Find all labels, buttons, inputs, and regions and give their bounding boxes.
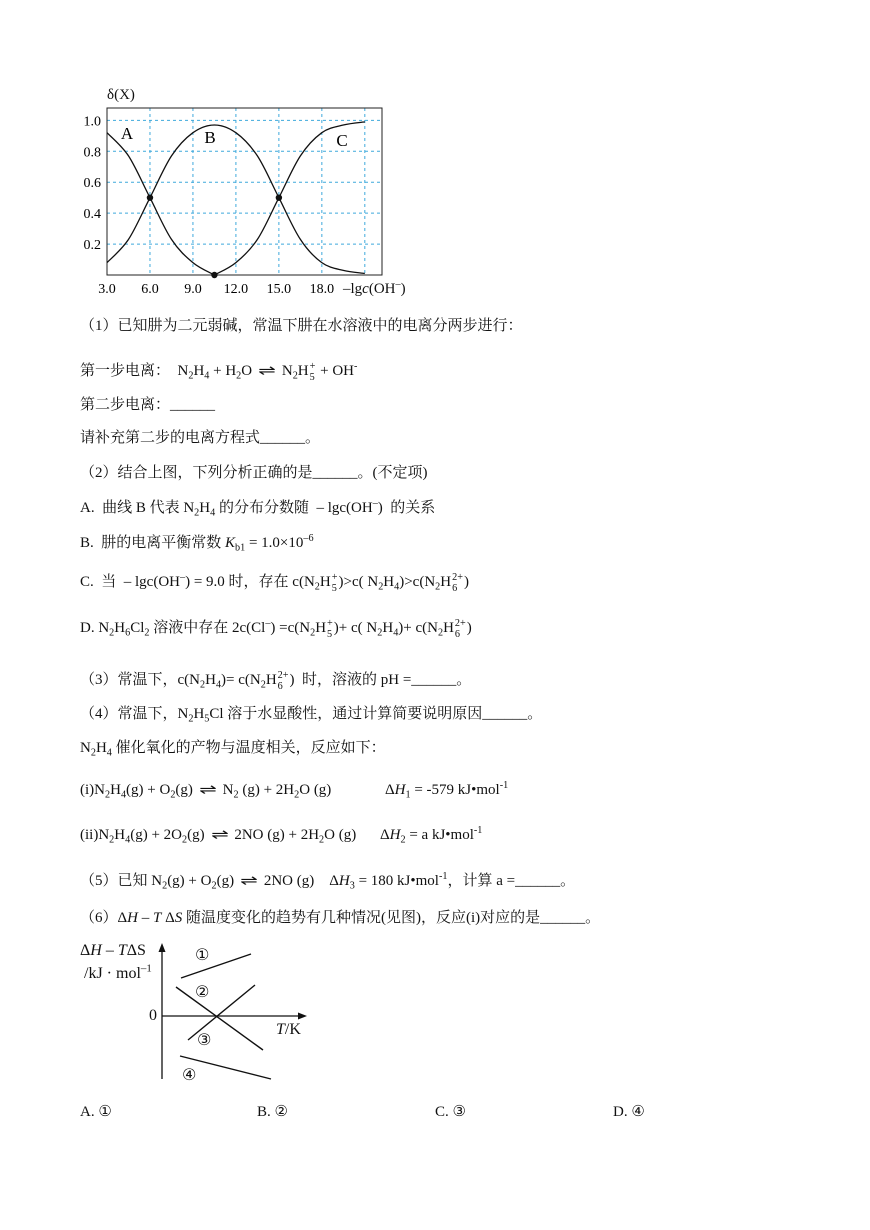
text-run: ，计算 a =______。 — [447, 873, 576, 889]
text-run: 2NO (g) Δ — [263, 873, 339, 889]
subscript: 6 — [452, 583, 458, 595]
trend-label-4: ④ — [182, 1065, 197, 1084]
subscript: 2 — [437, 627, 444, 639]
superscript: –6 — [303, 532, 314, 544]
diagram-y-axis-title — [80, 942, 146, 960]
text-run: – — [138, 910, 153, 926]
text-run: )= c(N — [221, 672, 261, 688]
q4-stem — [80, 705, 542, 723]
text-run: = 180 kJ•mol — [354, 873, 439, 889]
text-run: H — [110, 782, 121, 798]
x-tick-label: 6.0 — [141, 282, 159, 297]
trend-line-1 — [181, 954, 251, 978]
superscript: -1 — [473, 824, 483, 836]
text-run: + H — [209, 363, 237, 379]
subscript: 5 — [309, 372, 315, 384]
chart-x-axis-title — [343, 280, 406, 298]
text-run: (g) + O — [167, 873, 212, 889]
text-run: ) — [466, 620, 472, 636]
subscript: 4 — [394, 581, 400, 593]
choice-a: A. ① — [80, 1104, 112, 1120]
q2-stem — [80, 464, 428, 482]
text-run: )>c( N — [338, 574, 379, 590]
subscript: 2 — [200, 679, 206, 691]
italic-symbol: H — [338, 873, 350, 889]
text-run: 请补充第二步的电离方程式______。 — [80, 430, 321, 446]
choice-d: D. ④ — [613, 1104, 645, 1120]
text-run: N — [222, 782, 234, 798]
text-run: )>c(N — [399, 574, 436, 590]
subscript: 2 — [109, 627, 115, 639]
text-run: C. 当 – lgc(OH — [80, 574, 180, 590]
x-tick-label: 18.0 — [309, 282, 335, 297]
subscript: 6 — [125, 627, 131, 639]
q6-stem — [80, 909, 600, 927]
subscript: 2 — [105, 789, 111, 801]
text-run: (g) — [175, 782, 193, 798]
text-run: )+ c( N — [333, 620, 378, 636]
text-run: O — [241, 363, 253, 379]
text-run: (OH — [368, 281, 396, 297]
text-run: (g) + 2H — [238, 782, 295, 798]
text-run: (ii)N — [80, 827, 110, 843]
text-run: N — [281, 363, 293, 379]
text-run: （2）结合上图，下列分析正确的是______。(不定项) — [80, 465, 428, 481]
trend-label-3: ③ — [197, 1030, 212, 1049]
equilibrium-arrow: ⇌ — [258, 363, 276, 379]
charge-subscript-stack — [310, 362, 316, 383]
text-run: = 1.0×10 — [245, 535, 304, 551]
subscript: 6 — [277, 681, 283, 693]
subscript: 2 — [188, 370, 194, 382]
subscript: 4 — [106, 747, 112, 759]
superscript: - — [354, 360, 358, 372]
equilibrium-arrow: ⇌ — [210, 827, 229, 843]
italic-symbol: T — [153, 910, 162, 926]
trend-line-2 — [176, 987, 263, 1050]
y-tick-label: 1.0 — [83, 114, 101, 130]
charge-subscript-stack — [452, 573, 463, 594]
subscript: 4 — [204, 370, 210, 382]
text-run: = a kJ•mol — [405, 827, 474, 843]
text-run: Δ — [80, 942, 91, 959]
text-run: （3）常温下，c(N — [80, 672, 200, 688]
text-run: = -579 kJ•mol — [410, 782, 500, 798]
q1-intro — [80, 317, 523, 335]
subscript: 2 — [292, 370, 298, 382]
subscript: b1 — [235, 542, 246, 554]
intersection-point — [276, 194, 282, 200]
text-run: O (g) — [299, 782, 332, 798]
text-run: 第一步电离： N — [80, 363, 189, 379]
text-run: Δ — [385, 782, 395, 798]
text-run: H — [440, 574, 452, 590]
subscript: 2 — [378, 581, 384, 593]
x-tick-label: 3.0 — [98, 282, 116, 297]
text-run: ) 时，溶液的 pH =______。 — [289, 672, 472, 688]
subscript: 4 — [215, 679, 222, 691]
text-run: H — [193, 706, 205, 722]
subscript: 2 — [260, 679, 266, 691]
text-run: Δ — [161, 910, 175, 926]
text-run: H — [265, 672, 277, 688]
text-run: ) — [463, 574, 469, 590]
text-run: –lg — [343, 281, 363, 297]
subscript: 2 — [294, 789, 300, 801]
superscript: 2+ — [277, 670, 289, 682]
text-run: H — [199, 500, 211, 516]
subscript: 2 — [144, 627, 150, 639]
subscript: 5 — [327, 629, 333, 641]
superscript: + — [309, 361, 316, 373]
subscript: 4 — [210, 507, 216, 519]
text-run: 催化氧化的产物与温度相关，反应如下： — [111, 740, 386, 756]
text-run: Cl 溶于水显酸性，通过计算简要说明原因______。 — [209, 706, 543, 722]
charge-subscript-stack — [278, 671, 289, 692]
text-run: – — [101, 942, 118, 959]
diagram-origin-label: 0 — [149, 1007, 157, 1024]
subscript: 4 — [393, 627, 399, 639]
q1-ask — [80, 429, 320, 447]
text-run: H — [95, 740, 107, 756]
italic-symbol: S — [174, 910, 183, 926]
text-run: B. 肼的电离平衡常数 — [80, 535, 226, 551]
x-tick-label: 9.0 — [184, 282, 202, 297]
trend-label-1: ① — [195, 945, 210, 964]
reaction-intro — [80, 739, 386, 757]
superscript: + — [327, 618, 333, 630]
superscript: 2+ — [454, 618, 466, 630]
text-run: H — [205, 672, 216, 688]
text-run: 第二步电离：______ — [80, 397, 216, 413]
text-run: (g) — [187, 827, 205, 843]
intersection-point — [147, 194, 153, 200]
text-run: N — [80, 740, 91, 756]
subscript: 2 — [194, 507, 200, 519]
q2-option-d — [80, 619, 472, 641]
subscript: 2 — [400, 834, 406, 846]
text-run: H — [382, 620, 394, 636]
q5-stem — [80, 872, 575, 890]
q2-option-b — [80, 534, 314, 552]
text-run: 的分布分数随 – lgc(OH — [215, 500, 373, 516]
text-run: （4）常温下，N — [80, 706, 189, 722]
text-run: ) 的关系 — [377, 500, 436, 516]
text-run: ) = 9.0 时，存在 c(N — [185, 574, 315, 590]
text-run: 随温度变化的趋势有几种情况(见图)，反应(i)对应的是______。 — [182, 910, 601, 926]
text-run: /K — [284, 1021, 301, 1038]
text-run: + OH — [316, 363, 354, 379]
text-run: D. N — [80, 620, 110, 636]
text-run: （1）已知肼为二元弱碱，常温下肼在水溶液中的电离分两步进行： — [80, 318, 523, 334]
text-run: H — [114, 827, 126, 843]
superscript: – — [372, 497, 378, 509]
subscript: 2 — [377, 627, 383, 639]
q2-option-c — [80, 573, 469, 595]
y-tick-label: 0.2 — [83, 238, 101, 254]
reaction-ii-enthalpy — [380, 826, 482, 844]
y-tick-label: 0.8 — [83, 145, 101, 161]
text-run: （5）已知 N — [80, 873, 163, 889]
text-run: Δ — [380, 827, 390, 843]
text-run: H — [193, 363, 205, 379]
text-run: H — [114, 620, 126, 636]
italic-symbol: c — [362, 281, 369, 297]
curve-label-c: C — [336, 131, 348, 150]
subscript: 1 — [405, 789, 411, 801]
y-tick-label: 0.4 — [83, 207, 101, 223]
text-run: )+ c(N — [398, 620, 438, 636]
subscript: 6 — [454, 629, 461, 641]
text-run: (g) — [216, 873, 235, 889]
curve-label-a: A — [120, 124, 134, 143]
superscript: –1 — [140, 962, 152, 975]
diagram-y-axis-unit — [84, 962, 152, 983]
series-a-curve — [107, 133, 214, 275]
subscript: 2 — [310, 627, 316, 639]
q2-option-a — [80, 499, 435, 517]
subscript: 2 — [435, 581, 441, 593]
subscript: 2 — [90, 747, 96, 759]
x-axis-arrow-icon — [298, 1013, 307, 1020]
q3-stem — [80, 671, 471, 693]
text-run: H — [319, 574, 331, 590]
text-run: H — [383, 574, 395, 590]
diagram-x-axis-title — [276, 1021, 301, 1039]
superscript: – — [265, 617, 271, 629]
italic-symbol: H — [389, 827, 401, 843]
charge-subscript-stack — [327, 619, 333, 640]
charge-subscript-stack — [332, 573, 338, 594]
text-run: H — [443, 620, 454, 636]
choice-c: C. ③ — [435, 1104, 466, 1120]
text-run: H — [315, 620, 327, 636]
ionization-step-2 — [80, 396, 215, 414]
subscript: 2 — [188, 713, 194, 725]
subscript: 2 — [233, 789, 239, 801]
italic-symbol: T — [276, 1021, 285, 1038]
text-run: O (g) — [324, 827, 357, 843]
text-run: H — [297, 363, 309, 379]
italic-symbol: T — [117, 942, 127, 959]
italic-symbol: H — [394, 782, 406, 798]
subscript: 2 — [319, 834, 325, 846]
curve-label-b: B — [204, 128, 216, 147]
choice-b: B. ② — [257, 1104, 288, 1120]
x-tick-label: 15.0 — [266, 282, 292, 297]
y-tick-label: 0.6 — [83, 176, 101, 192]
text-run: （6）Δ — [80, 910, 128, 926]
italic-symbol: H — [127, 910, 138, 926]
text-run: ) — [400, 281, 406, 297]
y-axis-arrow-icon — [159, 943, 166, 952]
subscript: 4 — [125, 834, 131, 846]
x-tick-label: 12.0 — [223, 282, 249, 297]
subscript: 4 — [120, 789, 127, 801]
subscript: 5 — [331, 583, 337, 595]
text-run: (g) + O — [126, 782, 171, 798]
ionization-step-1 — [80, 362, 357, 384]
superscript: – — [395, 278, 401, 290]
distribution-chart — [0, 0, 440, 300]
text-run: 溶液中存在 2c(Cl — [149, 620, 266, 636]
subscript: 5 — [204, 713, 210, 725]
text-run: (g) + 2O — [130, 827, 182, 843]
subscript: 3 — [349, 880, 355, 892]
italic-symbol: H — [90, 942, 102, 959]
reaction-i — [80, 781, 331, 799]
subscript: 2 — [211, 880, 217, 892]
text-run: ΔS — [126, 942, 146, 959]
text-run: (i)N — [80, 782, 105, 798]
superscript: -1 — [438, 870, 448, 882]
reaction-i-enthalpy — [385, 781, 508, 799]
italic-symbol: K — [225, 535, 236, 551]
subscript: 2 — [170, 789, 176, 801]
trend-label-2: ② — [195, 982, 210, 1001]
superscript: + — [331, 572, 338, 584]
text-run: ) =c(N — [270, 620, 311, 636]
subscript: 2 — [236, 370, 242, 382]
subscript: 2 — [109, 834, 115, 846]
text-run: Cl — [130, 620, 145, 636]
reaction-ii — [80, 826, 356, 844]
superscript: 2+ — [452, 572, 463, 584]
text-run: 2NO (g) + 2H — [234, 827, 320, 843]
subscript: 2 — [314, 581, 320, 593]
subscript: 2 — [162, 880, 168, 892]
equilibrium-arrow: ⇌ — [198, 782, 217, 798]
gibbs-trend-diagram — [0, 930, 330, 1090]
charge-subscript-stack — [455, 619, 466, 640]
superscript: -1 — [499, 779, 509, 791]
subscript: 2 — [182, 834, 188, 846]
superscript: – — [180, 571, 186, 583]
text-run: /kJ · mol — [84, 965, 141, 982]
text-run: A. 曲线 B 代表 N — [80, 500, 195, 516]
intersection-point — [211, 272, 217, 278]
equilibrium-arrow: ⇌ — [240, 873, 258, 889]
chart-y-axis-title: δ(X) — [107, 87, 135, 103]
